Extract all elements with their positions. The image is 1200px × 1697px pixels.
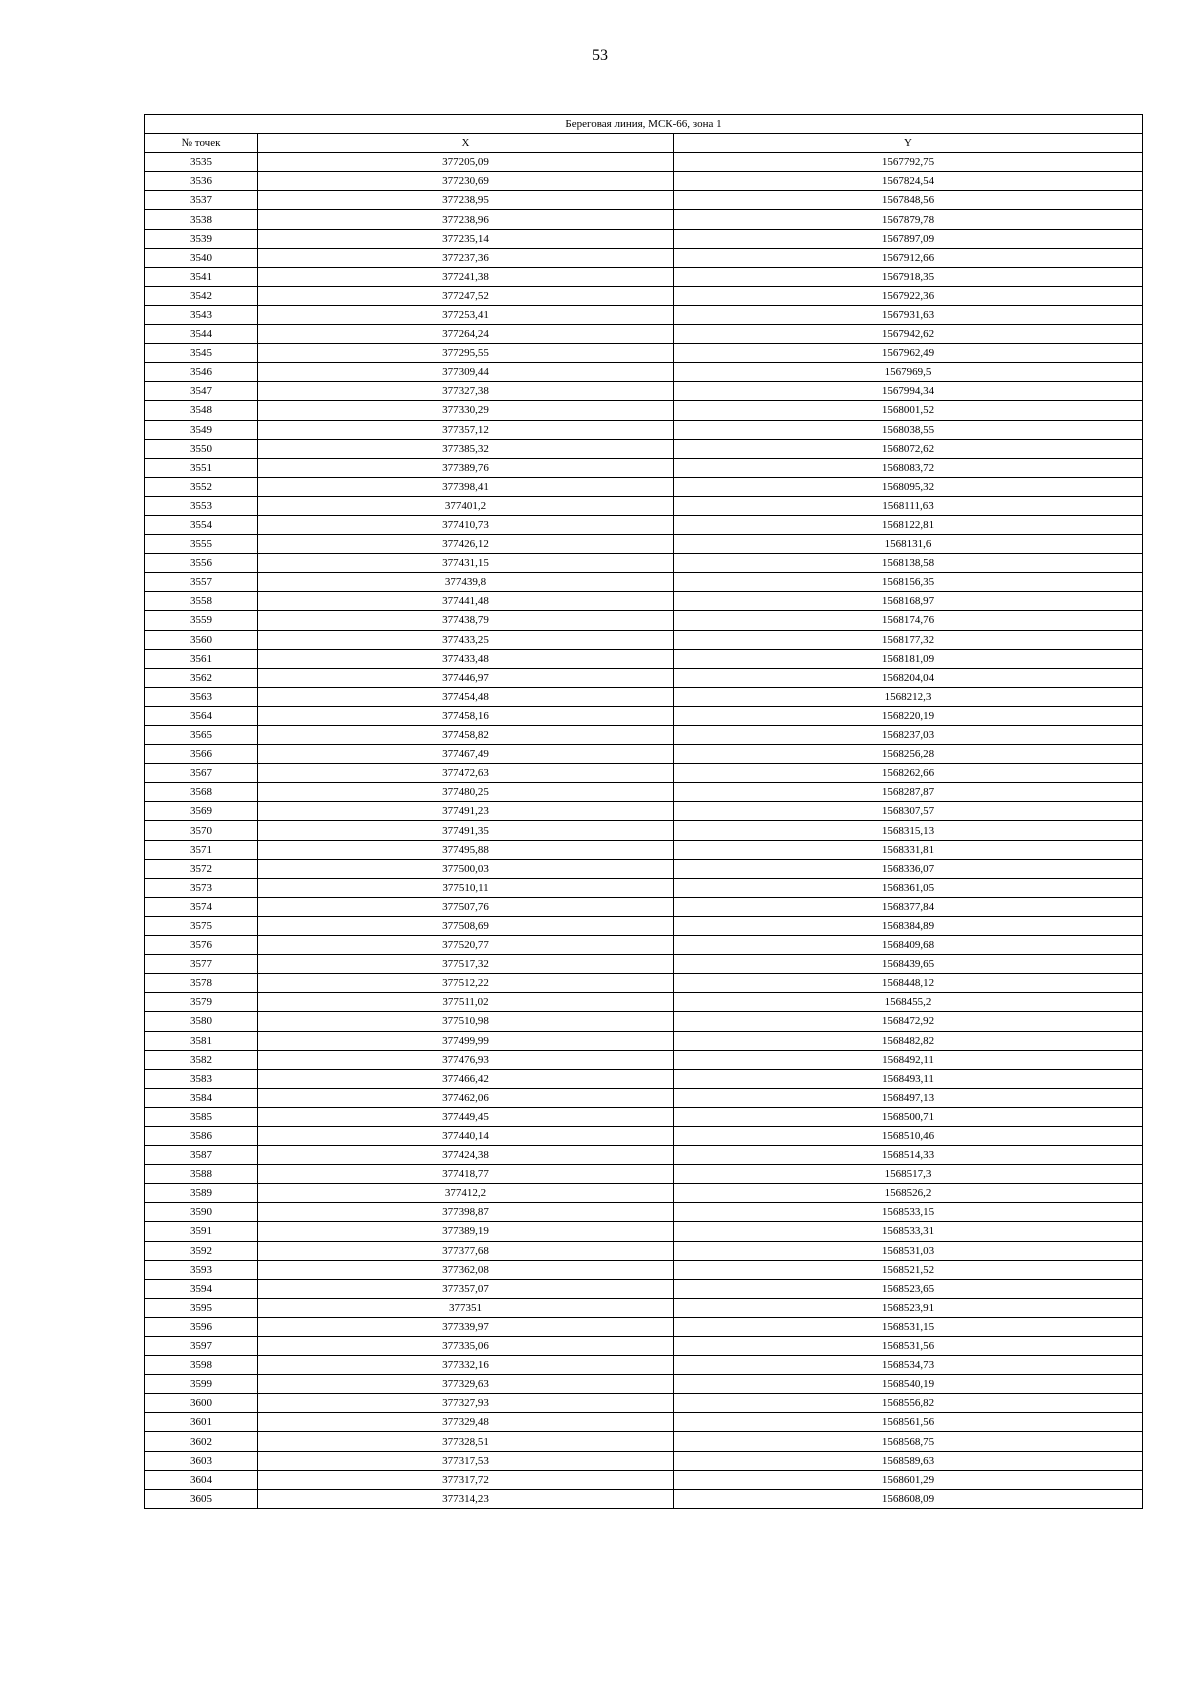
table-row [145,668,1143,687]
cell-x: 377253,41 [258,305,674,324]
cell-y: 1568168,97 [674,592,1143,611]
cell-x: 377314,23 [258,1489,674,1508]
table-row [145,1298,1143,1317]
cell-x: 377389,19 [258,1222,674,1241]
cell-point-number: 3555 [145,535,258,554]
table-row [145,1069,1143,1088]
cell-point-number: 3596 [145,1317,258,1336]
cell-y: 1568315,13 [674,821,1143,840]
cell-x: 377449,45 [258,1107,674,1126]
cell-point-number: 3578 [145,974,258,993]
table-row [145,153,1143,172]
cell-x: 377510,98 [258,1012,674,1031]
cell-x: 377241,38 [258,267,674,286]
cell-point-number: 3550 [145,439,258,458]
cell-y: 1568204,04 [674,668,1143,687]
cell-point-number: 3546 [145,363,258,382]
cell-y: 1568111,63 [674,496,1143,515]
cell-point-number: 3540 [145,248,258,267]
cell-point-number: 3559 [145,611,258,630]
cell-x: 377446,97 [258,668,674,687]
cell-x: 377329,63 [258,1375,674,1394]
table-row [145,401,1143,420]
cell-x: 377237,36 [258,248,674,267]
cell-x: 377507,76 [258,897,674,916]
cell-point-number: 3593 [145,1260,258,1279]
cell-y: 1568331,81 [674,840,1143,859]
table-row [145,611,1143,630]
cell-x: 377410,73 [258,515,674,534]
cell-x: 377357,12 [258,420,674,439]
cell-y: 1568038,55 [674,420,1143,439]
cell-y: 1568220,19 [674,706,1143,725]
cell-y: 1568556,82 [674,1394,1143,1413]
cell-x: 377317,53 [258,1451,674,1470]
cell-x: 377467,49 [258,745,674,764]
cell-x: 377458,16 [258,706,674,725]
table-row [145,706,1143,725]
page-number: 53 [592,47,608,64]
cell-point-number: 3587 [145,1146,258,1165]
cell-x: 377480,25 [258,783,674,802]
cell-y: 1568287,87 [674,783,1143,802]
cell-y: 1568361,05 [674,878,1143,897]
table-row [145,573,1143,592]
cell-x: 377339,97 [258,1317,674,1336]
table-row [145,515,1143,534]
cell-x: 377235,14 [258,229,674,248]
cell-point-number: 3569 [145,802,258,821]
table-row [145,1088,1143,1107]
table-row [145,859,1143,878]
cell-point-number: 3581 [145,1031,258,1050]
cell-point-number: 3562 [145,668,258,687]
cell-point-number: 3586 [145,1126,258,1145]
cell-x: 377440,14 [258,1126,674,1145]
cell-point-number: 3556 [145,554,258,573]
table-row [145,592,1143,611]
cell-y: 1568122,81 [674,515,1143,534]
cell-x: 377424,38 [258,1146,674,1165]
cell-x: 377327,93 [258,1394,674,1413]
cell-y: 1568095,32 [674,477,1143,496]
cell-x: 377517,32 [258,955,674,974]
cell-y: 1567824,54 [674,172,1143,191]
cell-y: 1568521,52 [674,1260,1143,1279]
table-row [145,955,1143,974]
cell-y: 1568212,3 [674,687,1143,706]
header-y: Y [674,134,1143,153]
cell-y: 1567994,34 [674,382,1143,401]
cell-point-number: 3560 [145,630,258,649]
cell-y: 1567879,78 [674,210,1143,229]
cell-y: 1568174,76 [674,611,1143,630]
cell-point-number: 3585 [145,1107,258,1126]
table-row [145,286,1143,305]
cell-x: 377362,08 [258,1260,674,1279]
table-row [145,1260,1143,1279]
cell-y: 1568177,32 [674,630,1143,649]
cell-y: 1568531,03 [674,1241,1143,1260]
table-row [145,191,1143,210]
cell-x: 377462,06 [258,1088,674,1107]
cell-point-number: 3539 [145,229,258,248]
cell-x: 377247,52 [258,286,674,305]
cell-y: 1567897,09 [674,229,1143,248]
table-row [145,248,1143,267]
cell-y: 1568561,56 [674,1413,1143,1432]
table-row [145,420,1143,439]
cell-point-number: 3567 [145,764,258,783]
table-row [145,229,1143,248]
cell-x: 377508,69 [258,916,674,935]
cell-y: 1568608,09 [674,1489,1143,1508]
cell-y: 1568131,6 [674,535,1143,554]
table-body [145,153,1143,1509]
cell-point-number: 3603 [145,1451,258,1470]
cell-x: 377330,29 [258,401,674,420]
cell-point-number: 3590 [145,1203,258,1222]
cell-x: 377433,48 [258,649,674,668]
cell-x: 377499,99 [258,1031,674,1050]
cell-point-number: 3563 [145,687,258,706]
cell-point-number: 3545 [145,344,258,363]
cell-point-number: 3601 [145,1413,258,1432]
cell-y: 1568472,92 [674,1012,1143,1031]
cell-point-number: 3552 [145,477,258,496]
cell-y: 1568526,2 [674,1184,1143,1203]
cell-x: 377431,15 [258,554,674,573]
cell-y: 1568307,57 [674,802,1143,821]
cell-x: 377398,87 [258,1203,674,1222]
cell-x: 377328,51 [258,1432,674,1451]
cell-x: 377476,93 [258,1050,674,1069]
table-row [145,344,1143,363]
cell-point-number: 3579 [145,993,258,1012]
table-row [145,974,1143,993]
table-row [145,1451,1143,1470]
cell-point-number: 3591 [145,1222,258,1241]
cell-y: 1568448,12 [674,974,1143,993]
table-title-row [145,115,1143,134]
cell-y: 1567962,49 [674,344,1143,363]
table-row [145,1394,1143,1413]
cell-point-number: 3564 [145,706,258,725]
table-row [145,1146,1143,1165]
cell-point-number: 3535 [145,153,258,172]
cell-x: 377264,24 [258,325,674,344]
cell-point-number: 3541 [145,267,258,286]
cell-y: 1568377,84 [674,897,1143,916]
cell-y: 1568072,62 [674,439,1143,458]
header-x: X [258,134,674,153]
cell-x: 377511,02 [258,993,674,1012]
cell-point-number: 3557 [145,573,258,592]
cell-y: 1567969,5 [674,363,1143,382]
table-row [145,496,1143,515]
table-row [145,1031,1143,1050]
table-row [145,649,1143,668]
cell-y: 1568523,65 [674,1279,1143,1298]
cell-y: 1568531,56 [674,1337,1143,1356]
cell-point-number: 3589 [145,1184,258,1203]
table-row [145,687,1143,706]
table-row [145,878,1143,897]
cell-point-number: 3543 [145,305,258,324]
cell-point-number: 3600 [145,1394,258,1413]
cell-point-number: 3553 [145,496,258,515]
cell-y: 1568534,73 [674,1356,1143,1375]
cell-x: 377205,09 [258,153,674,172]
cell-y: 1568533,31 [674,1222,1143,1241]
cell-point-number: 3599 [145,1375,258,1394]
cell-x: 377466,42 [258,1069,674,1088]
cell-x: 377377,68 [258,1241,674,1260]
table-row [145,535,1143,554]
table-row [145,916,1143,935]
cell-y: 1567942,62 [674,325,1143,344]
cell-point-number: 3588 [145,1165,258,1184]
table-row [145,936,1143,955]
table-row [145,745,1143,764]
cell-point-number: 3583 [145,1069,258,1088]
cell-y: 1568523,91 [674,1298,1143,1317]
cell-x: 377520,77 [258,936,674,955]
cell-y: 1568531,15 [674,1317,1143,1336]
table-row [145,1165,1143,1184]
cell-y: 1568510,46 [674,1126,1143,1145]
cell-point-number: 3594 [145,1279,258,1298]
cell-x: 377230,69 [258,172,674,191]
cell-point-number: 3558 [145,592,258,611]
cell-y: 1568500,71 [674,1107,1143,1126]
cell-y: 1568237,03 [674,726,1143,745]
cell-x: 377472,63 [258,764,674,783]
cell-y: 1567912,66 [674,248,1143,267]
table-row [145,305,1143,324]
table-row [145,1432,1143,1451]
table-row [145,1241,1143,1260]
cell-x: 377426,12 [258,535,674,554]
cell-point-number: 3542 [145,286,258,305]
table-row [145,1413,1143,1432]
cell-point-number: 3547 [145,382,258,401]
cell-point-number: 3582 [145,1050,258,1069]
cell-point-number: 3597 [145,1337,258,1356]
table-row [145,1337,1143,1356]
cell-point-number: 3602 [145,1432,258,1451]
cell-x: 377458,82 [258,726,674,745]
cell-x: 377295,55 [258,344,674,363]
header-point-number: № точек [145,134,258,153]
cell-y: 1568001,52 [674,401,1143,420]
cell-point-number: 3566 [145,745,258,764]
cell-x: 377332,16 [258,1356,674,1375]
cell-y: 1568455,2 [674,993,1143,1012]
cell-y: 1568262,66 [674,764,1143,783]
table-header-row [145,134,1143,153]
cell-x: 377454,48 [258,687,674,706]
cell-x: 377491,35 [258,821,674,840]
table-row [145,325,1143,344]
cell-x: 377309,44 [258,363,674,382]
table-row [145,802,1143,821]
table-row [145,821,1143,840]
cell-x: 377512,22 [258,974,674,993]
cell-point-number: 3580 [145,1012,258,1031]
cell-point-number: 3548 [145,401,258,420]
cell-x: 377401,2 [258,496,674,515]
cell-x: 377351 [258,1298,674,1317]
cell-y: 1568517,3 [674,1165,1143,1184]
cell-point-number: 3544 [145,325,258,344]
table-row [145,1050,1143,1069]
cell-point-number: 3561 [145,649,258,668]
cell-point-number: 3537 [145,191,258,210]
table-row [145,630,1143,649]
table-row [145,1356,1143,1375]
cell-point-number: 3592 [145,1241,258,1260]
cell-point-number: 3573 [145,878,258,897]
table-row [145,1107,1143,1126]
cell-y: 1568493,11 [674,1069,1143,1088]
cell-point-number: 3572 [145,859,258,878]
table-row [145,840,1143,859]
cell-point-number: 3549 [145,420,258,439]
cell-x: 377389,76 [258,458,674,477]
cell-point-number: 3604 [145,1470,258,1489]
cell-x: 377433,25 [258,630,674,649]
cell-point-number: 3575 [145,916,258,935]
table-row [145,1489,1143,1508]
cell-point-number: 3576 [145,936,258,955]
table-row [145,172,1143,191]
cell-x: 377418,77 [258,1165,674,1184]
table-row [145,1470,1143,1489]
table-title: Береговая линия, МСК-66, зона 1 [145,115,1143,134]
cell-point-number: 3577 [145,955,258,974]
cell-y: 1567931,63 [674,305,1143,324]
table-row [145,458,1143,477]
cell-x: 377439,8 [258,573,674,592]
cell-x: 377238,95 [258,191,674,210]
cell-y: 1567918,35 [674,267,1143,286]
cell-y: 1568492,11 [674,1050,1143,1069]
cell-x: 377357,07 [258,1279,674,1298]
table-row [145,993,1143,1012]
cell-point-number: 3538 [145,210,258,229]
cell-y: 1568156,35 [674,573,1143,592]
cell-y: 1568439,65 [674,955,1143,974]
table-row [145,1279,1143,1298]
cell-y: 1568409,68 [674,936,1143,955]
table-row [145,764,1143,783]
table-row [145,554,1143,573]
table-row [145,1126,1143,1145]
table-row [145,382,1143,401]
table-row [145,1222,1143,1241]
table-row [145,477,1143,496]
table-row [145,1184,1143,1203]
cell-x: 377441,48 [258,592,674,611]
cell-x: 377317,72 [258,1470,674,1489]
cell-x: 377491,23 [258,802,674,821]
cell-point-number: 3568 [145,783,258,802]
cell-point-number: 3574 [145,897,258,916]
table-row [145,210,1143,229]
cell-y: 1567922,36 [674,286,1143,305]
cell-y: 1568138,58 [674,554,1143,573]
cell-x: 377510,11 [258,878,674,897]
cell-point-number: 3595 [145,1298,258,1317]
cell-point-number: 3570 [145,821,258,840]
table-row [145,363,1143,382]
cell-x: 377495,88 [258,840,674,859]
cell-x: 377327,38 [258,382,674,401]
cell-x: 377398,41 [258,477,674,496]
cell-y: 1568336,07 [674,859,1143,878]
cell-point-number: 3551 [145,458,258,477]
table-row [145,1317,1143,1336]
cell-y: 1568497,13 [674,1088,1143,1107]
cell-point-number: 3605 [145,1489,258,1508]
cell-point-number: 3598 [145,1356,258,1375]
cell-point-number: 3554 [145,515,258,534]
table-row [145,1203,1143,1222]
cell-x: 377329,48 [258,1413,674,1432]
cell-x: 377412,2 [258,1184,674,1203]
cell-y: 1568568,75 [674,1432,1143,1451]
table-row [145,267,1143,286]
cell-y: 1567848,56 [674,191,1143,210]
cell-x: 377438,79 [258,611,674,630]
table-row [145,897,1143,916]
cell-x: 377238,96 [258,210,674,229]
cell-y: 1567792,75 [674,153,1143,172]
cell-y: 1568589,63 [674,1451,1143,1470]
table-row [145,783,1143,802]
cell-y: 1568482,82 [674,1031,1143,1050]
cell-x: 377385,32 [258,439,674,458]
cell-x: 377335,06 [258,1337,674,1356]
cell-y: 1568384,89 [674,916,1143,935]
cell-point-number: 3584 [145,1088,258,1107]
cell-point-number: 3536 [145,172,258,191]
table-row [145,439,1143,458]
table-row [145,1375,1143,1394]
cell-y: 1568601,29 [674,1470,1143,1489]
coordinates-table [144,114,1143,1509]
cell-y: 1568514,33 [674,1146,1143,1165]
table-row [145,1012,1143,1031]
cell-y: 1568533,15 [674,1203,1143,1222]
cell-y: 1568083,72 [674,458,1143,477]
cell-y: 1568181,09 [674,649,1143,668]
table-row [145,726,1143,745]
cell-point-number: 3571 [145,840,258,859]
cell-y: 1568256,28 [674,745,1143,764]
cell-x: 377500,03 [258,859,674,878]
cell-point-number: 3565 [145,726,258,745]
cell-y: 1568540,19 [674,1375,1143,1394]
